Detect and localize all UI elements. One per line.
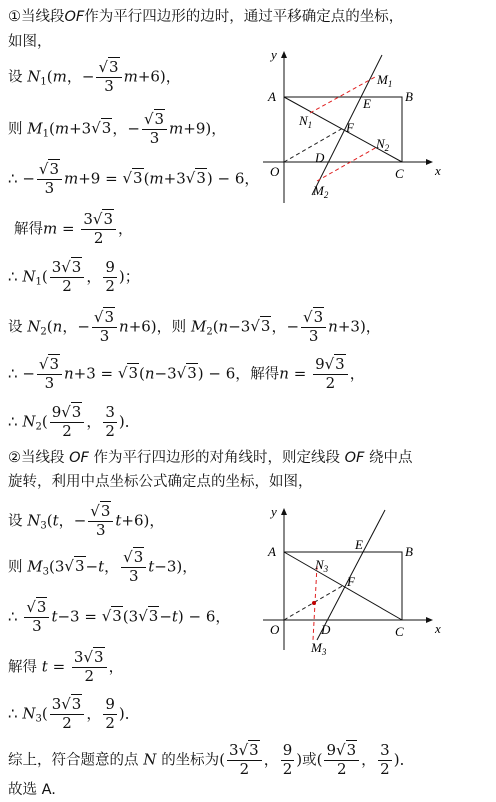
- line-eq-2: ∴ − $\frac{√3}{3}$ n+3 = √3(n−3√3) − 6，解得n = $\frac{9√3}{2}$ ，: [8, 355, 365, 392]
- line-M1: 则 $M_1(m+3√3$，− $\frac{√3}{3}$ m+9)，: [8, 110, 227, 147]
- fig2-label-D: D: [321, 622, 331, 637]
- line-set-N1: 设 $N_1(m$，− $\frac{√3}{3}$ m+6)，: [8, 58, 181, 95]
- line-solve-m: 解得m = $\frac{3√3}{2}$ ，: [14, 210, 134, 247]
- line-set-N3: 设 $N_3(t$，− $\frac{√3}{3}$ t+6)，: [8, 502, 165, 539]
- line-set-N2: 设 $N_2(n$，− $\frac{√3}{3}$ n+6)，则 $M_2(n-3√3$，− $\frac{√3}{3}$ n+3)，: [8, 308, 381, 345]
- fig1-label-M1: $M_1$: [377, 72, 393, 89]
- fig1-label-A: A: [268, 89, 276, 104]
- line-N3-result: ∴ $N_3$( $\frac{3√3}{2}$ ， $\frac{9}{2}$ )．: [8, 695, 140, 732]
- fig1-label-M2: $M_2$: [313, 183, 329, 200]
- line-summary: 综上，符合题意的点 N 的坐标为( $\frac{3√3}{2}$ ， $\frac{9}{2}$ )或( $\frac{9√3}{2}$ ， $\frac{3}{2}$ )．: [8, 741, 415, 778]
- fig2-midpoint: [312, 601, 316, 605]
- line-eq-1: ∴ − $\frac{√3}{3}$ m+9 = √3(m+3√3) − 6，: [8, 160, 260, 197]
- fig2-label-C: C: [395, 624, 404, 639]
- fig1-label-N2: $N_2$: [376, 136, 390, 153]
- fig1-label-N1: $N_1$: [299, 113, 313, 130]
- fig2-x-arrow: [426, 617, 433, 623]
- line-solve-t: 解得 t = $\frac{3√3}{2}$ ，: [8, 648, 124, 685]
- fig2-label-O: O: [270, 622, 280, 637]
- figure-2: [255, 500, 445, 660]
- fig1-label-O: O: [270, 164, 280, 179]
- line-intro-4: 旋转，利用中点坐标公式确定点的坐标，如图，: [8, 474, 313, 490]
- fig1-dashed-OF: [284, 128, 343, 162]
- fig2-label-M3: $M_3$: [311, 640, 327, 657]
- fig2-label-y: y: [271, 504, 277, 519]
- line-intro-3: ②当线段 OF 作为平行四边形的对角线时，则定线段 OF 绕中点: [8, 450, 413, 466]
- fig1-x-arrow: [426, 159, 433, 165]
- fig2-label-N3: $N_3$: [315, 557, 329, 574]
- line-N2-result: ∴ $N_2$( $\frac{9√3}{2}$ ， $\frac{3}{2}$ )．: [8, 403, 140, 440]
- line-final-answer: 故选 A.: [8, 782, 56, 798]
- fig1-label-B: B: [405, 89, 413, 104]
- fig2-y-arrow: [281, 508, 287, 515]
- fig1-y-arrow: [281, 51, 287, 58]
- fig2-label-B: B: [405, 544, 413, 559]
- fig1-label-x: x: [435, 163, 441, 178]
- fig1-label-y: y: [271, 47, 277, 62]
- line-M3: 则 $M_3(3√3-t$， $\frac{√3}{3}$ t−3)，: [8, 548, 198, 585]
- fig1-label-D: D: [315, 150, 325, 165]
- fig2-label-A: A: [268, 544, 276, 559]
- line-intro-2: 如图，: [8, 34, 52, 50]
- fig1-label-E: E: [363, 96, 371, 111]
- line-intro-1: ①当线段OF作为平行四边形的边时，通过平移确定点的坐标，: [8, 9, 404, 25]
- fig1-label-C: C: [395, 166, 404, 181]
- fig2-label-x: x: [435, 621, 441, 636]
- fig2-label-E: E: [355, 537, 363, 552]
- line-N1-result: ∴ $N_1$( $\frac{3√3}{2}$ ， $\frac{9}{2}$ )；: [8, 258, 140, 295]
- fig2-line-AC: [284, 552, 402, 620]
- fig1-label-F: F: [346, 120, 354, 135]
- fig2-label-F: F: [347, 574, 355, 589]
- figure-1: [255, 45, 445, 205]
- fig1-dashed-M2N2: [317, 147, 377, 181]
- line-eq-3: ∴ $\frac{√3}{3}$ t−3 = √3(3√3−t) − 6，: [8, 598, 231, 635]
